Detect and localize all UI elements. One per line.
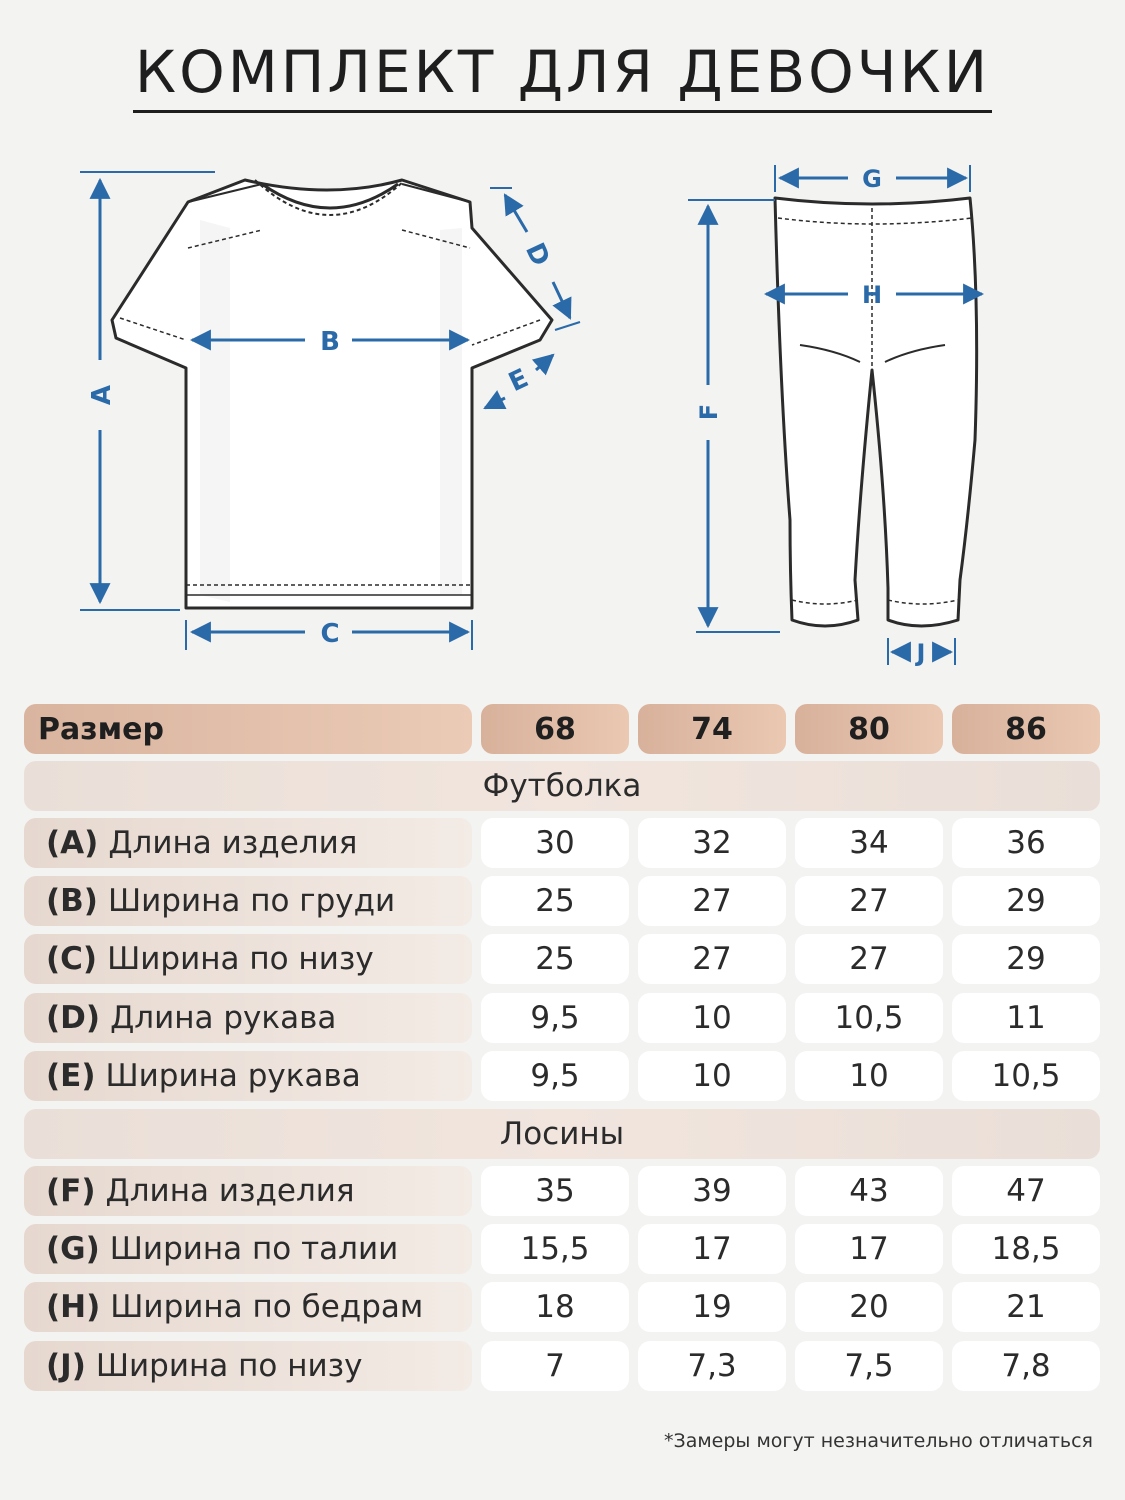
row-label: [24, 993, 472, 1043]
table-cell: 19: [638, 1282, 786, 1332]
row-code: (H): [46, 1289, 101, 1326]
dim-label-g: G: [862, 165, 882, 193]
table-cell: 27: [795, 934, 943, 984]
table-cell: 18: [481, 1282, 629, 1332]
garment-diagrams: [0, 140, 1125, 680]
row-code: (C): [46, 941, 98, 978]
table-cell: 11: [952, 993, 1100, 1043]
table-cell: 17: [795, 1224, 943, 1274]
table-cell: 43: [795, 1166, 943, 1216]
row-label: [24, 1051, 472, 1101]
table-cell: 27: [638, 876, 786, 926]
table-cell: 47: [952, 1166, 1100, 1216]
size-header-80: 80: [795, 704, 943, 754]
dim-label-f: F: [695, 403, 723, 421]
table-cell: 10: [638, 1051, 786, 1101]
table-cell: 25: [481, 934, 629, 984]
table-cell: 32: [638, 818, 786, 868]
dim-label-d: D: [519, 238, 556, 271]
row-name: Длина рукава: [110, 999, 337, 1036]
table-cell: 10,5: [795, 993, 943, 1043]
page-title: КОМПЛЕКТ ДЛЯ ДЕВОЧКИ: [0, 38, 1125, 106]
table-cell: 36: [952, 818, 1100, 868]
size-header-86: 86: [952, 704, 1100, 754]
row-name: Ширина по бедрам: [110, 1289, 424, 1326]
row-label: [24, 1282, 472, 1332]
table-cell: 34: [795, 818, 943, 868]
table-cell: 21: [952, 1282, 1100, 1332]
table-cell: 20: [795, 1282, 943, 1332]
row-code: (D): [46, 999, 101, 1036]
row-name: Длина изделия: [105, 1173, 355, 1209]
row-code: (G): [46, 1231, 100, 1268]
dim-label-h: H: [861, 281, 883, 309]
table-cell: 27: [795, 876, 943, 926]
dim-label-a: A: [87, 384, 117, 406]
section-title: Лосины: [24, 1109, 1100, 1159]
row-label: [24, 1224, 472, 1274]
footnote: *Замеры могут незначительно отличаться: [664, 1430, 1093, 1452]
table-cell: 17: [638, 1224, 786, 1274]
row-code: (A): [46, 825, 99, 861]
tshirt-drawing: [112, 180, 552, 608]
row-name: Ширина по низу: [107, 941, 374, 978]
leggings-drawing: [775, 198, 977, 626]
table-cell: 7,5: [795, 1341, 943, 1391]
row-code: (B): [46, 883, 98, 920]
row-name: Длина изделия: [108, 825, 358, 861]
row-label: [24, 1341, 472, 1391]
table-cell: 25: [481, 876, 629, 926]
table-cell: 29: [952, 876, 1100, 926]
size-header-74: 74: [638, 704, 786, 754]
size-header-68: 68: [481, 704, 629, 754]
section-title: Футболка: [24, 761, 1100, 811]
table-cell: 30: [481, 818, 629, 868]
row-name: Ширина рукава: [105, 1057, 361, 1094]
table-cell: 10: [795, 1051, 943, 1101]
table-cell: 7,8: [952, 1341, 1100, 1391]
row-name: Ширина по талии: [109, 1231, 399, 1268]
table-cell: 15,5: [481, 1224, 629, 1274]
table-cell: 7,3: [638, 1341, 786, 1391]
table-cell: 10,5: [952, 1051, 1100, 1101]
table-cell: 35: [481, 1166, 629, 1216]
dim-label-j: J: [916, 639, 926, 667]
table-cell: 10: [638, 993, 786, 1043]
table-cell: 7: [481, 1341, 629, 1391]
dim-label-e: E: [504, 363, 534, 399]
row-name: Ширина по низу: [95, 1347, 363, 1384]
table-cell: 39: [638, 1166, 786, 1216]
size-header-label: Размер: [24, 704, 472, 754]
row-name: Ширина по груди: [107, 883, 396, 920]
row-code: (E): [46, 1057, 96, 1094]
table-cell: 18,5: [952, 1224, 1100, 1274]
row-code: (F): [46, 1173, 96, 1209]
table-cell: 29: [952, 934, 1100, 984]
row-label: [24, 818, 472, 868]
row-label: [24, 934, 472, 984]
table-cell: 9,5: [481, 1051, 629, 1101]
dim-label-b: B: [320, 327, 340, 357]
row-code: (J): [46, 1347, 86, 1384]
dim-label-c: C: [320, 619, 340, 649]
table-cell: 9,5: [481, 993, 629, 1043]
row-label: [24, 876, 472, 926]
row-label: [24, 1166, 472, 1216]
table-cell: 27: [638, 934, 786, 984]
